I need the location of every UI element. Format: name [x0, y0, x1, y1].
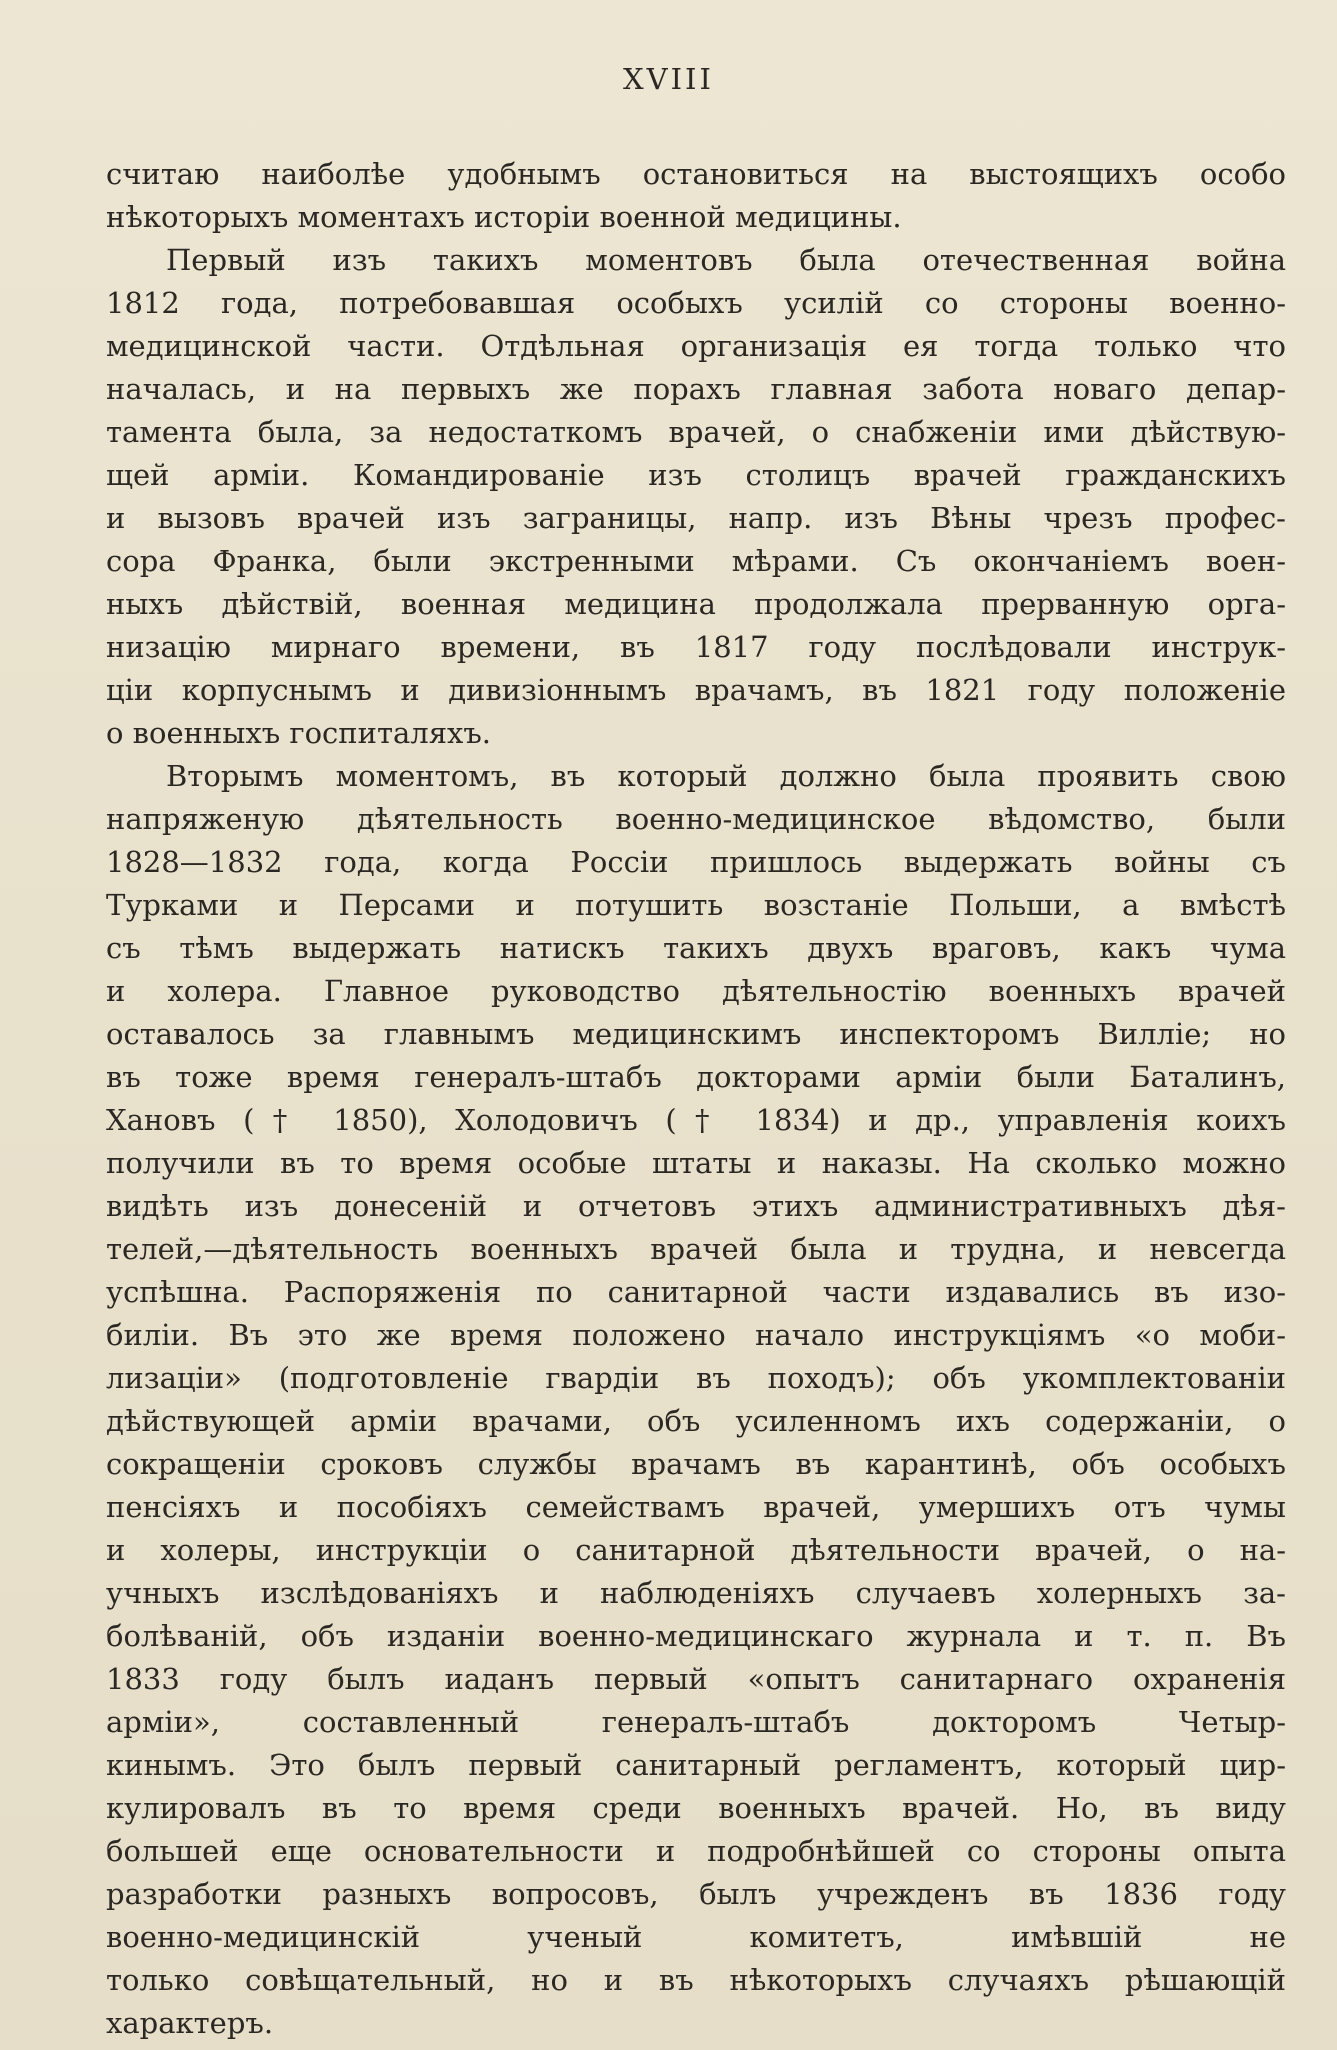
- text-line: и холеры, инструкціи о санитарной дѣятельности врачей, о на-: [106, 1533, 1286, 1567]
- text-line: болѣваній, объ изданіи военно-медицинскаго журнала и т. п. Въ: [106, 1619, 1286, 1653]
- text-line: оставалось за главнымъ медицинскимъ инспекторомъ Вилліе; но: [106, 1017, 1286, 1051]
- text-line: Турками и Персами и потушить возстаніе Польши, а вмѣстѣ: [106, 888, 1286, 922]
- text-line: и вызовъ врачей изъ заграницы, напр. изъ Вѣны чрезъ профес-: [106, 501, 1286, 535]
- paragraph-1: [106, 153, 1286, 239]
- text-line: получили въ то время особые штаты и наказы. На сколько можно: [106, 1146, 1286, 1180]
- text-line: учныхъ изслѣдованіяхъ и наблюденіяхъ случаевъ холерныхъ за-: [106, 1576, 1286, 1610]
- text-line: ныхъ дѣйствій, военная медицина продолжала прерванную орга-: [106, 587, 1286, 621]
- text-line: считаю наиболѣе удобнымъ остановиться на выстоящихъ особо: [106, 157, 1286, 191]
- text-line: успѣшна. Распоряженія по санитарной части издавались въ изо-: [106, 1275, 1286, 1309]
- text-line: и холера. Главное руководство дѣятельностію военныхъ врачей: [106, 974, 1286, 1008]
- text-line: о военныхъ госпиталяхъ.: [106, 716, 492, 750]
- text-line: 1828—1832 года, когда Россіи пришлось выдержать войны съ: [106, 845, 1286, 879]
- text-line: Вторымъ моментомъ, въ который должно была проявить свою: [166, 759, 1286, 793]
- text-line: ціи корпуснымъ и дивизіоннымъ врачамъ, въ 1821 году положеніе: [106, 673, 1286, 707]
- paragraph-3: [106, 755, 1286, 2045]
- text-line: телей,—дѣятельность военныхъ врачей была и трудна, и невсегда: [106, 1232, 1286, 1266]
- text-line: арміи», составленный генералъ-штабъ докторомъ Четыр-: [106, 1705, 1286, 1739]
- text-line: медицинской части. Отдѣльная организація ея тогда только что: [106, 329, 1286, 363]
- text-line: Хановъ († 1850), Холодовичъ († 1834) и др., управленія коихъ: [106, 1103, 1286, 1137]
- text-line: щей арміи. Командированіе изъ столицъ врачей гражданскихъ: [106, 458, 1286, 492]
- text-line: нѣкоторыхъ моментахъ исторіи военной медицины.: [106, 200, 902, 234]
- text-line: началась, и на первыхъ же порахъ главная забота новаго депар-: [106, 372, 1286, 406]
- text-line: сора Франка, были экстренными мѣрами. Съ окончаніемъ воен-: [106, 544, 1286, 578]
- text-line: 1812 года, потребовавшая особыхъ усилій со стороны военно-: [106, 286, 1286, 320]
- text-line: сокращеніи сроковъ службы врачамъ въ карантинѣ, объ особыхъ: [106, 1447, 1286, 1481]
- text-line: пенсіяхъ и пособіяхъ семействамъ врачей, умершихъ отъ чумы: [106, 1490, 1286, 1524]
- text-line: военно-медицинскій ученый комитетъ, имѣвшій не: [106, 1920, 1286, 1954]
- text-line: Первый изъ такихъ моментовъ была отечественная война: [166, 243, 1286, 277]
- text-line: дѣйствующей арміи врачами, объ усиленномъ ихъ содержаніи, о: [106, 1404, 1286, 1438]
- text-line: 1833 году былъ иаданъ первый «опытъ санитарнаго охраненія: [106, 1662, 1286, 1696]
- text-line: большей еще основательности и подробнѣйшей со стороны опыта: [106, 1834, 1286, 1868]
- text-line: видѣть изъ донесеній и отчетовъ этихъ административныхъ дѣя-: [106, 1189, 1286, 1223]
- text-line: разработки разныхъ вопросовъ, былъ учрежденъ въ 1836 году: [106, 1877, 1286, 1911]
- page-number: XVIII: [623, 62, 714, 96]
- text-line: биліи. Въ это же время положено начало инструкціямъ «о моби-: [106, 1318, 1286, 1352]
- text-line: въ тоже время генералъ-штабъ докторами арміи были Баталинъ,: [106, 1060, 1286, 1094]
- text-line: съ тѣмъ выдержать натискъ такихъ двухъ враговъ, какъ чума: [106, 931, 1286, 965]
- text-line: низацію мирнаго времени, въ 1817 году послѣдовали инструк-: [106, 630, 1286, 664]
- paragraph-2: [106, 239, 1286, 755]
- text-line: характеръ.: [106, 2006, 274, 2040]
- text-line: кинымъ. Это былъ первый санитарный регламентъ, который цир-: [106, 1748, 1286, 1782]
- text-line: кулировалъ въ то время среди военныхъ врачей. Но, въ виду: [106, 1791, 1286, 1825]
- body-text: [106, 153, 1286, 2045]
- text-line: напряженую дѣятельность военно-медицинское вѣдомство, были: [106, 802, 1286, 836]
- text-line: только совѣщательный, но и въ нѣкоторыхъ случаяхъ рѣшающій: [106, 1963, 1286, 1997]
- text-line: тамента была, за недостаткомъ врачей, о снабженіи ими дѣйствую-: [106, 415, 1286, 449]
- text-line: лизаціи» (подготовленіе гвардіи въ походъ); объ укомплектованіи: [106, 1361, 1286, 1395]
